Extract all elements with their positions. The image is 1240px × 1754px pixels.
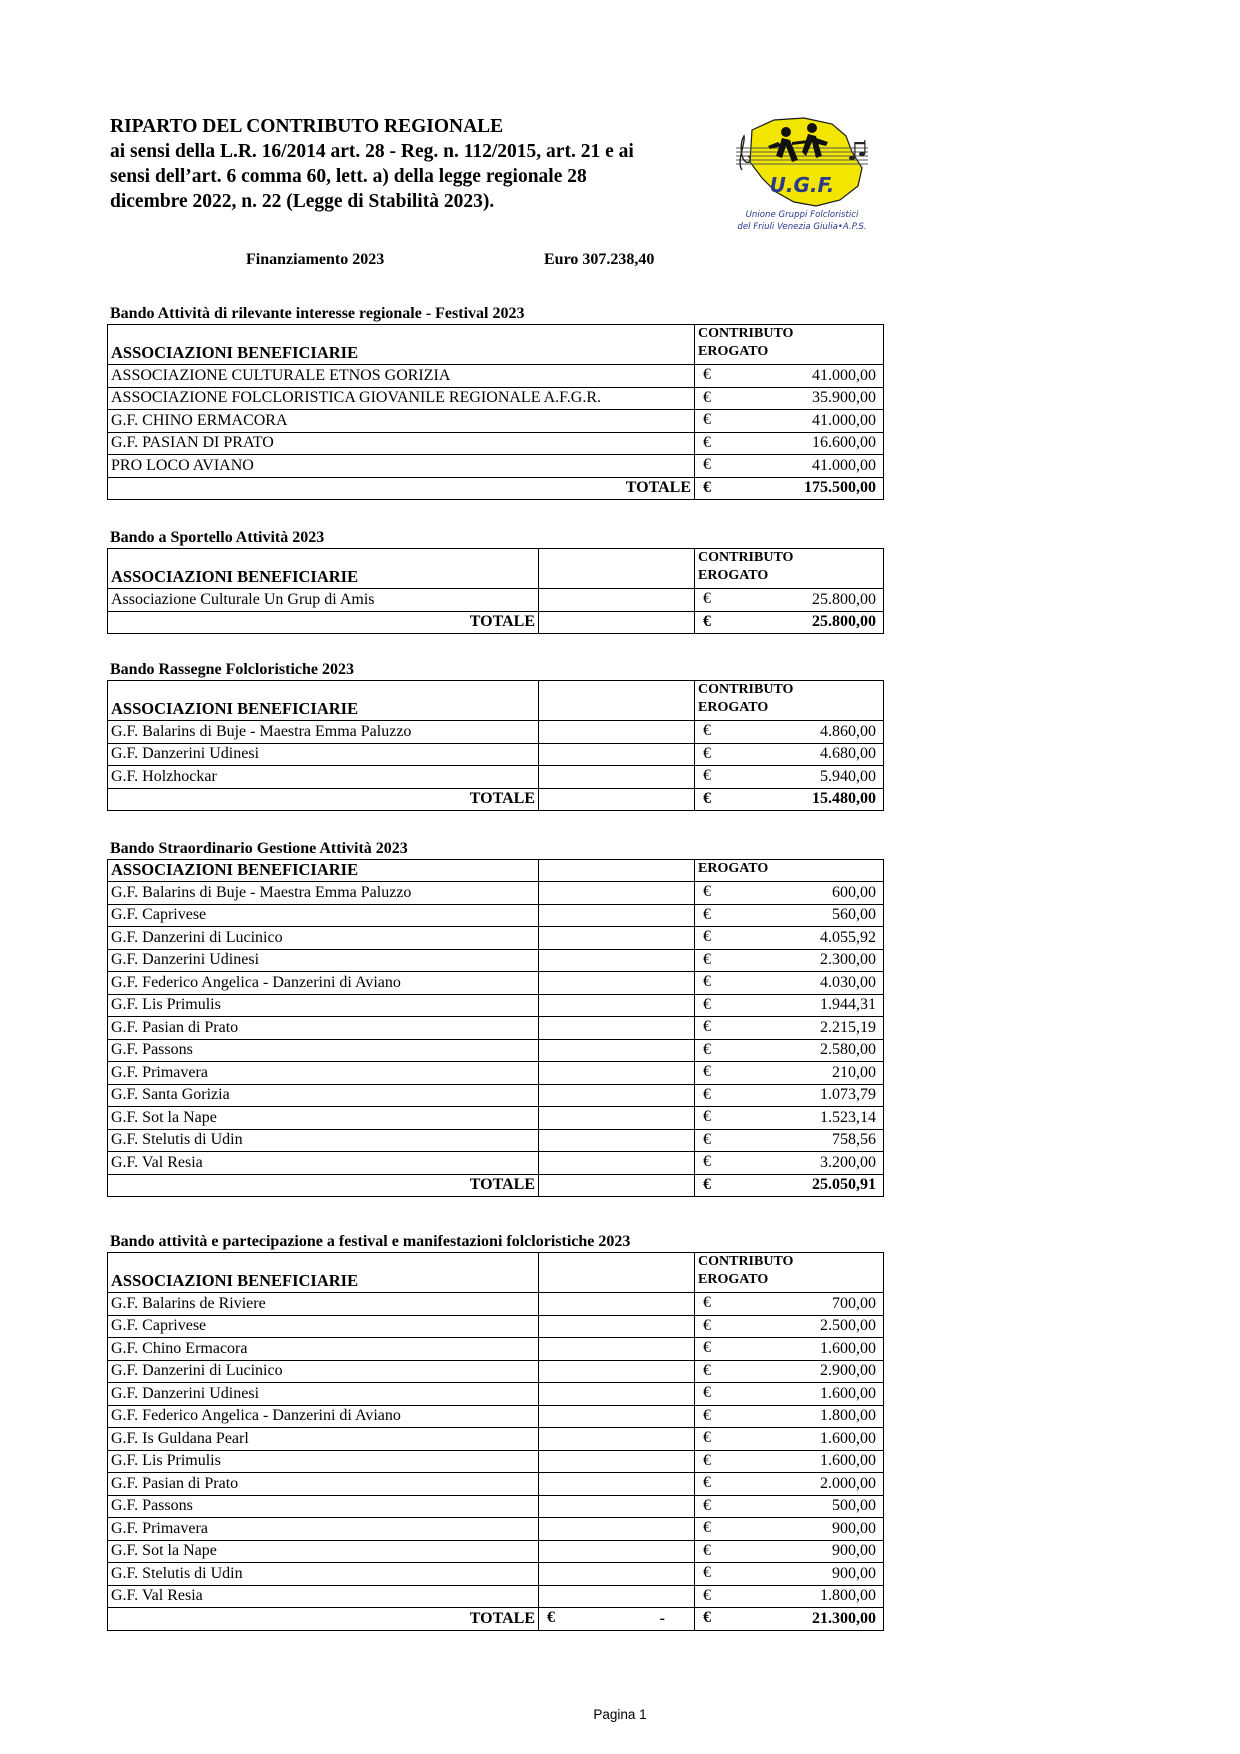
beneficiary-name: G.F. Pasian di Prato bbox=[108, 1473, 539, 1496]
empty-cell bbox=[539, 549, 695, 589]
total-amount: 175.500,00 bbox=[804, 479, 876, 497]
total-label: TOTALE bbox=[108, 1608, 539, 1631]
amount-cell bbox=[695, 1315, 884, 1338]
beneficiaries-table bbox=[107, 1252, 884, 1631]
table-row bbox=[108, 455, 884, 478]
beneficiaries-table bbox=[107, 548, 884, 634]
currency-symbol: € bbox=[547, 1609, 555, 1626]
empty-cell bbox=[539, 1383, 695, 1406]
beneficiary-name: G.F. Danzerini Udinesi bbox=[108, 949, 539, 972]
beneficiary-name: G.F. Val Resia bbox=[108, 1585, 539, 1608]
amount-cell bbox=[695, 1360, 884, 1383]
amount-cell bbox=[695, 589, 884, 612]
currency-symbol: € bbox=[703, 1294, 711, 1311]
section-title: Bando Straordinario Gestione Attività 2023 bbox=[110, 840, 408, 857]
empty-cell bbox=[539, 1473, 695, 1496]
column-header-contribution bbox=[695, 325, 884, 365]
empty-cell bbox=[539, 927, 695, 950]
empty-cell bbox=[539, 972, 695, 995]
amount-cell bbox=[695, 1563, 884, 1586]
currency-symbol: € bbox=[703, 1108, 711, 1125]
table-row bbox=[108, 1518, 884, 1541]
currency-symbol: € bbox=[703, 883, 711, 900]
table-row bbox=[108, 1293, 884, 1316]
amount-value: 2.215,19 bbox=[820, 1018, 876, 1036]
table-row bbox=[108, 972, 884, 995]
currency-symbol: € bbox=[703, 1519, 711, 1536]
currency-symbol: € bbox=[703, 478, 711, 496]
total-amount-cell bbox=[695, 788, 884, 811]
empty-cell bbox=[539, 1017, 695, 1040]
total-amount-cell bbox=[695, 477, 884, 500]
amount-cell bbox=[695, 1017, 884, 1040]
amount-value: 35.900,00 bbox=[812, 389, 876, 407]
beneficiary-name: G.F. Danzerini Udinesi bbox=[108, 1383, 539, 1406]
beneficiary-name: G.F. Primavera bbox=[108, 1062, 539, 1085]
empty-cell bbox=[539, 860, 695, 882]
currency-symbol: € bbox=[703, 1339, 711, 1356]
table-row bbox=[108, 882, 884, 905]
currency-symbol: € bbox=[703, 973, 711, 990]
section-title: Bando Attività di rilevante interesse regionale - Festival 2023 bbox=[110, 305, 525, 322]
empty-cell bbox=[539, 1518, 695, 1541]
ugf-logo bbox=[712, 112, 892, 238]
amount-value: 1.800,00 bbox=[820, 1587, 876, 1605]
amount-cell bbox=[695, 1152, 884, 1175]
table-row bbox=[108, 1129, 884, 1152]
document-subtitle-line-1: ai sensi della L.R. 16/2014 art. 28 - Reg. n. 112/2015, art. 21 e ai bbox=[110, 141, 634, 162]
header-line-erogato: EROGATO bbox=[698, 1272, 769, 1287]
document-header bbox=[110, 114, 710, 214]
table-row bbox=[108, 1017, 884, 1040]
amount-value: 16.600,00 bbox=[812, 434, 876, 452]
amount-value: 1.600,00 bbox=[820, 1339, 876, 1357]
total-row bbox=[108, 611, 884, 634]
amount-value: 4.680,00 bbox=[820, 745, 876, 763]
total-row bbox=[108, 1608, 884, 1631]
empty-cell bbox=[539, 1039, 695, 1062]
amount-value: 4.860,00 bbox=[820, 722, 876, 740]
currency-symbol: € bbox=[703, 411, 711, 428]
amount-cell bbox=[695, 365, 884, 388]
empty-cell bbox=[539, 743, 695, 766]
table-header-row bbox=[108, 325, 884, 365]
amount-value: 1.073,79 bbox=[820, 1086, 876, 1104]
beneficiary-name: G.F. Danzerini Udinesi bbox=[108, 743, 539, 766]
beneficiary-name: G.F. Federico Angelica - Danzerini di Aviano bbox=[108, 1405, 539, 1428]
empty-cell bbox=[539, 589, 695, 612]
currency-symbol: € bbox=[703, 612, 711, 630]
total-label: TOTALE bbox=[108, 788, 539, 811]
amount-cell bbox=[695, 1383, 884, 1406]
amount-cell bbox=[695, 1405, 884, 1428]
header-line-contributo: CONTRIBUTO bbox=[698, 550, 794, 565]
empty-cell bbox=[539, 1360, 695, 1383]
empty-cell bbox=[539, 721, 695, 744]
amount-cell bbox=[695, 949, 884, 972]
table-row bbox=[108, 1315, 884, 1338]
beneficiary-name: G.F. Holzhockar bbox=[108, 766, 539, 789]
beneficiary-name: G.F. Balarins de Riviere bbox=[108, 1293, 539, 1316]
section-title: Bando attività e partecipazione a festival e manifestazioni folcloristiche 2023 bbox=[110, 1233, 631, 1250]
header-line-contributo: CONTRIBUTO bbox=[698, 326, 794, 341]
table-row bbox=[108, 904, 884, 927]
beneficiaries-table bbox=[107, 859, 884, 1197]
empty-cell bbox=[539, 1540, 695, 1563]
amount-value: 1.800,00 bbox=[820, 1407, 876, 1425]
total-label: TOTALE bbox=[108, 477, 695, 500]
empty-cell bbox=[539, 1253, 695, 1293]
beneficiary-name: G.F. Passons bbox=[108, 1039, 539, 1062]
empty-cell bbox=[539, 1450, 695, 1473]
header-line-erogato: EROGATO bbox=[698, 700, 769, 715]
amount-cell bbox=[695, 1107, 884, 1130]
beneficiary-name: G.F. Is Guldana Pearl bbox=[108, 1428, 539, 1451]
beneficiary-name: PRO LOCO AVIANO bbox=[108, 455, 695, 478]
table-row bbox=[108, 1107, 884, 1130]
currency-symbol: € bbox=[703, 433, 711, 451]
beneficiary-name: G.F. Pasian di Prato bbox=[108, 1017, 539, 1040]
header-line-erogato: EROGATO bbox=[698, 568, 769, 583]
beneficiary-name: G.F. Passons bbox=[108, 1495, 539, 1518]
amount-cell bbox=[695, 972, 884, 995]
currency-symbol: € bbox=[703, 722, 711, 739]
currency-symbol: € bbox=[703, 1564, 711, 1581]
secondary-total-value: - bbox=[659, 1609, 665, 1627]
beneficiary-name: ASSOCIAZIONE CULTURALE ETNOS GORIZIA bbox=[108, 365, 695, 388]
table-row bbox=[108, 1360, 884, 1383]
empty-cell bbox=[539, 994, 695, 1017]
beneficiary-name: G.F. Stelutis di Udin bbox=[108, 1129, 539, 1152]
amount-value: 4.030,00 bbox=[820, 973, 876, 991]
empty-cell bbox=[539, 904, 695, 927]
table-row bbox=[108, 432, 884, 455]
total-amount-cell bbox=[695, 611, 884, 634]
amount-value: 41.000,00 bbox=[812, 411, 876, 429]
empty-cell bbox=[539, 611, 695, 634]
beneficiary-name: G.F. Val Resia bbox=[108, 1152, 539, 1175]
currency-symbol: € bbox=[703, 1586, 711, 1604]
total-row bbox=[108, 788, 884, 811]
currency-symbol: € bbox=[703, 1018, 711, 1035]
beneficiary-name: ASSOCIAZIONE FOLCLORISTICA GIOVANILE REGIONALE A.F.G.R. bbox=[108, 387, 695, 410]
section-title: Bando Rassegne Folcloristiche 2023 bbox=[110, 661, 354, 678]
table-row bbox=[108, 927, 884, 950]
currency-symbol: € bbox=[703, 1451, 711, 1469]
beneficiary-name: G.F. Santa Gorizia bbox=[108, 1084, 539, 1107]
beneficiary-name: G.F. Chino Ermacora bbox=[108, 1338, 539, 1361]
empty-cell bbox=[539, 1293, 695, 1316]
funding-amount: Euro 307.238,40 bbox=[544, 251, 655, 268]
beneficiary-name: G.F. Caprivese bbox=[108, 1315, 539, 1338]
currency-symbol: € bbox=[703, 1474, 711, 1491]
amount-value: 2.500,00 bbox=[820, 1317, 876, 1335]
table-row bbox=[108, 1084, 884, 1107]
amount-cell bbox=[695, 766, 884, 789]
empty-cell bbox=[539, 1338, 695, 1361]
total-row bbox=[108, 1174, 884, 1197]
funding-label: Finanziamento 2023 bbox=[246, 251, 385, 268]
table-row bbox=[108, 1428, 884, 1451]
amount-value: 1.600,00 bbox=[820, 1452, 876, 1470]
total-amount: 25.800,00 bbox=[812, 613, 876, 631]
beneficiary-name: G.F. Sot la Nape bbox=[108, 1540, 539, 1563]
currency-symbol: € bbox=[703, 789, 711, 807]
amount-value: 560,00 bbox=[832, 906, 876, 924]
beneficiary-name: Associazione Culturale Un Grup di Amis bbox=[108, 589, 539, 612]
amount-cell bbox=[695, 1084, 884, 1107]
logo-letters: U.G.F. bbox=[769, 173, 835, 197]
beneficiary-name: G.F. Balarins di Buje - Maestra Emma Paluzzo bbox=[108, 882, 539, 905]
amount-value: 900,00 bbox=[832, 1519, 876, 1537]
empty-cell bbox=[539, 1563, 695, 1586]
empty-cell bbox=[539, 1315, 695, 1338]
amount-cell bbox=[695, 1450, 884, 1473]
empty-cell bbox=[539, 1495, 695, 1518]
currency-symbol: € bbox=[703, 388, 711, 406]
currency-symbol: € bbox=[703, 1153, 711, 1170]
table-header-row bbox=[108, 860, 884, 882]
empty-cell bbox=[539, 1428, 695, 1451]
table-row bbox=[108, 589, 884, 612]
table-row bbox=[108, 1405, 884, 1428]
amount-cell bbox=[695, 1129, 884, 1152]
amount-value: 41.000,00 bbox=[812, 366, 876, 384]
beneficiary-name: G.F. Lis Primulis bbox=[108, 994, 539, 1017]
table-row bbox=[108, 1450, 884, 1473]
empty-cell bbox=[539, 1084, 695, 1107]
beneficiary-name: G.F. CHINO ERMACORA bbox=[108, 410, 695, 433]
page-number: Pagina 1 bbox=[593, 1707, 647, 1722]
beneficiary-name: G.F. Federico Angelica - Danzerini di Aviano bbox=[108, 972, 539, 995]
section-title: Bando a Sportello Attività 2023 bbox=[110, 529, 325, 546]
table-row bbox=[108, 994, 884, 1017]
column-header-associations: ASSOCIAZIONI BENEFICIARIE bbox=[108, 860, 539, 882]
currency-symbol: € bbox=[703, 1175, 711, 1193]
amount-cell bbox=[695, 387, 884, 410]
logo-caption-line-2: del Friuli Venezia Giulia•A.P.S. bbox=[737, 222, 867, 232]
header-line-erogato: EROGATO bbox=[698, 344, 769, 359]
amount-cell bbox=[695, 927, 884, 950]
currency-symbol: € bbox=[703, 1609, 711, 1626]
amount-cell bbox=[695, 743, 884, 766]
total-amount-cell bbox=[695, 1608, 884, 1631]
currency-symbol: € bbox=[703, 744, 711, 762]
table-row bbox=[108, 1473, 884, 1496]
total-label: TOTALE bbox=[108, 611, 539, 634]
amount-cell bbox=[695, 1338, 884, 1361]
table-header-row bbox=[108, 681, 884, 721]
amount-cell bbox=[695, 882, 884, 905]
amount-cell bbox=[695, 1062, 884, 1085]
amount-cell bbox=[695, 432, 884, 455]
table-row bbox=[108, 365, 884, 388]
table-header-row bbox=[108, 549, 884, 589]
table-row bbox=[108, 1039, 884, 1062]
beneficiaries-table bbox=[107, 324, 884, 500]
total-amount-cell bbox=[695, 1174, 884, 1197]
amount-value: 3.200,00 bbox=[820, 1153, 876, 1171]
amount-cell bbox=[695, 410, 884, 433]
total-row bbox=[108, 477, 884, 500]
amount-value: 1.600,00 bbox=[820, 1384, 876, 1402]
empty-cell bbox=[539, 882, 695, 905]
amount-cell bbox=[695, 1293, 884, 1316]
document-title: RIPARTO DEL CONTRIBUTO REGIONALE bbox=[110, 116, 504, 137]
amount-value: 700,00 bbox=[832, 1294, 876, 1312]
currency-symbol: € bbox=[703, 1541, 711, 1559]
amount-value: 41.000,00 bbox=[812, 456, 876, 474]
empty-cell bbox=[539, 949, 695, 972]
table-row bbox=[108, 387, 884, 410]
empty-cell bbox=[539, 1405, 695, 1428]
column-header-associations: ASSOCIAZIONI BENEFICIARIE bbox=[108, 681, 539, 721]
amount-cell bbox=[695, 1473, 884, 1496]
currency-symbol: € bbox=[703, 1085, 711, 1103]
amount-value: 2.000,00 bbox=[820, 1474, 876, 1492]
amount-value: 758,56 bbox=[832, 1131, 876, 1149]
currency-symbol: € bbox=[703, 590, 711, 607]
amount-cell bbox=[695, 1518, 884, 1541]
currency-symbol: € bbox=[703, 928, 711, 945]
empty-cell bbox=[539, 1129, 695, 1152]
table-row bbox=[108, 1495, 884, 1518]
beneficiaries-table bbox=[107, 680, 884, 811]
amount-value: 1.600,00 bbox=[820, 1429, 876, 1447]
table-row bbox=[108, 721, 884, 744]
amount-cell bbox=[695, 994, 884, 1017]
beneficiary-name: G.F. Caprivese bbox=[108, 904, 539, 927]
amount-value: 1.944,31 bbox=[820, 996, 876, 1014]
currency-symbol: € bbox=[703, 905, 711, 923]
currency-symbol: € bbox=[703, 950, 711, 968]
amount-value: 900,00 bbox=[832, 1564, 876, 1582]
table-row bbox=[108, 1540, 884, 1563]
amount-cell bbox=[695, 1495, 884, 1518]
table-row bbox=[108, 1585, 884, 1608]
amount-cell bbox=[695, 1585, 884, 1608]
table-row bbox=[108, 1383, 884, 1406]
document-subtitle-line-2: sensi dell’art. 6 comma 60, lett. a) della legge regionale 28 bbox=[110, 166, 587, 187]
dancers-on-regional-map-icon bbox=[712, 112, 892, 212]
column-header-contribution bbox=[695, 549, 884, 589]
table-row bbox=[108, 949, 884, 972]
total-amount: 25.050,91 bbox=[812, 1176, 876, 1194]
currency-symbol: € bbox=[703, 1040, 711, 1058]
beneficiary-name: G.F. Stelutis di Udin bbox=[108, 1563, 539, 1586]
empty-cell bbox=[539, 1062, 695, 1085]
table-row bbox=[108, 766, 884, 789]
currency-symbol: € bbox=[703, 1429, 711, 1446]
table-row bbox=[108, 1152, 884, 1175]
column-header-contribution bbox=[695, 681, 884, 721]
column-header-erogato: EROGATO bbox=[695, 860, 884, 882]
currency-symbol: € bbox=[703, 1063, 711, 1080]
header-line-contributo: CONTRIBUTO bbox=[698, 682, 794, 697]
currency-symbol: € bbox=[703, 1496, 711, 1514]
amount-value: 2.300,00 bbox=[820, 951, 876, 969]
beneficiary-name: G.F. PASIAN DI PRATO bbox=[108, 432, 695, 455]
currency-symbol: € bbox=[703, 1361, 711, 1379]
beneficiary-name: G.F. Sot la Nape bbox=[108, 1107, 539, 1130]
empty-cell bbox=[539, 1585, 695, 1608]
currency-symbol: € bbox=[703, 456, 711, 473]
amount-value: 5.940,00 bbox=[820, 767, 876, 785]
amount-cell bbox=[695, 1540, 884, 1563]
empty-cell bbox=[539, 766, 695, 789]
column-header-associations: ASSOCIAZIONI BENEFICIARIE bbox=[108, 1253, 539, 1293]
beneficiary-name: G.F. Danzerini di Lucinico bbox=[108, 927, 539, 950]
amount-value: 2.900,00 bbox=[820, 1362, 876, 1380]
beneficiary-name: G.F. Primavera bbox=[108, 1518, 539, 1541]
amount-value: 600,00 bbox=[832, 883, 876, 901]
amount-cell bbox=[695, 1039, 884, 1062]
amount-value: 4.055,92 bbox=[820, 928, 876, 946]
amount-value: 1.523,14 bbox=[820, 1108, 876, 1126]
total-label: TOTALE bbox=[108, 1174, 539, 1197]
column-header-associations: ASSOCIAZIONI BENEFICIARIE bbox=[108, 325, 695, 365]
amount-value: 500,00 bbox=[832, 1497, 876, 1515]
empty-cell bbox=[539, 1152, 695, 1175]
currency-symbol: € bbox=[703, 1406, 711, 1424]
amount-value: 25.800,00 bbox=[812, 590, 876, 608]
table-row bbox=[108, 743, 884, 766]
table-row bbox=[108, 1338, 884, 1361]
amount-cell bbox=[695, 1428, 884, 1451]
currency-symbol: € bbox=[703, 1384, 711, 1401]
empty-cell bbox=[539, 681, 695, 721]
column-header-contribution bbox=[695, 1253, 884, 1293]
table-row bbox=[108, 1062, 884, 1085]
amount-value: 900,00 bbox=[832, 1542, 876, 1560]
currency-symbol: € bbox=[703, 1130, 711, 1148]
empty-cell bbox=[539, 788, 695, 811]
total-amount: 15.480,00 bbox=[812, 790, 876, 808]
column-header-associations: ASSOCIAZIONI BENEFICIARIE bbox=[108, 549, 539, 589]
currency-symbol: € bbox=[703, 1316, 711, 1334]
beneficiary-name: G.F. Lis Primulis bbox=[108, 1450, 539, 1473]
empty-cell bbox=[539, 1174, 695, 1197]
header-line-contributo: CONTRIBUTO bbox=[698, 1254, 794, 1269]
currency-symbol: € bbox=[703, 366, 711, 383]
amount-cell bbox=[695, 721, 884, 744]
currency-symbol: € bbox=[703, 767, 711, 784]
amount-cell bbox=[695, 455, 884, 478]
table-row bbox=[108, 1563, 884, 1586]
currency-symbol: € bbox=[703, 995, 711, 1013]
document-subtitle-line-3: dicembre 2022, n. 22 (Legge di Stabilità 2023). bbox=[110, 191, 495, 212]
amount-cell bbox=[695, 904, 884, 927]
table-row bbox=[108, 410, 884, 433]
amount-value: 2.580,00 bbox=[820, 1041, 876, 1059]
beneficiary-name: G.F. Balarins di Buje - Maestra Emma Paluzzo bbox=[108, 721, 539, 744]
amount-value: 210,00 bbox=[832, 1063, 876, 1081]
table-header-row bbox=[108, 1253, 884, 1293]
empty-cell bbox=[539, 1107, 695, 1130]
logo-caption-line-1: Unione Gruppi Folcloristici bbox=[745, 210, 859, 220]
beneficiary-name: G.F. Danzerini di Lucinico bbox=[108, 1360, 539, 1383]
secondary-total-cell bbox=[539, 1608, 695, 1631]
total-amount: 21.300,00 bbox=[812, 1609, 876, 1627]
